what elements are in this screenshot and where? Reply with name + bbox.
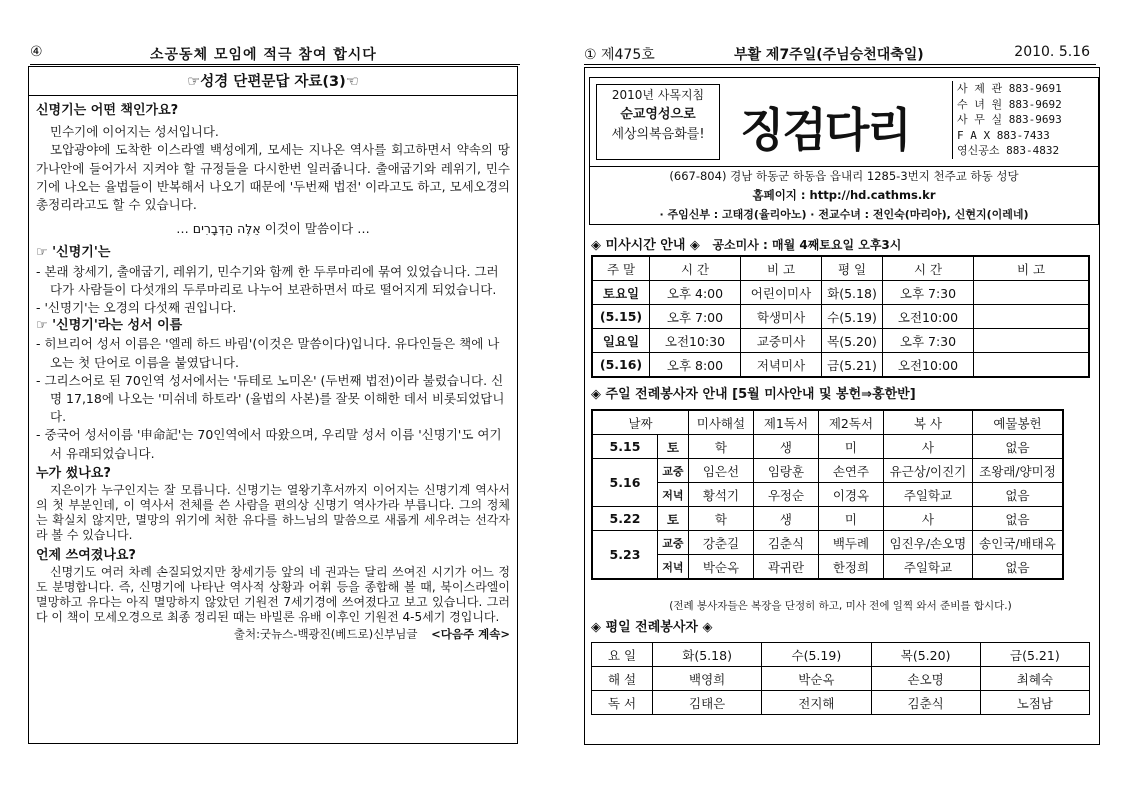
table-cell: 해 설 bbox=[592, 667, 653, 691]
table-cell bbox=[974, 281, 1090, 305]
table-cell: 교중미사 bbox=[741, 329, 822, 353]
heading-1-item: - 본래 창세기, 출애굽기, 레위기, 민수기와 함께 한 두루마리에 묶여 있었습니다. 그러다가 사람들이 다섯개의 두루마리로 나누어 보관하면서 따로 떨어지게 되었습니다. bbox=[36, 263, 499, 297]
table-row bbox=[592, 459, 1063, 483]
weekday-server-table bbox=[591, 642, 1090, 715]
table-row bbox=[592, 507, 1063, 531]
table-cell: 화(5.18) bbox=[822, 281, 883, 305]
table-header: 복 사 bbox=[883, 410, 972, 435]
table-cell: 박순옥 bbox=[688, 555, 753, 580]
table-cell: 사 bbox=[883, 507, 972, 531]
table-cell: 5.23 bbox=[592, 531, 657, 580]
table-header: 화(5.18) bbox=[653, 643, 762, 667]
bulletin-logo: 징검다리 bbox=[740, 103, 910, 157]
table-cell: 오후 8:00 bbox=[650, 353, 741, 378]
table-cell: 없음 bbox=[972, 435, 1063, 459]
table-cell: 사 bbox=[883, 435, 972, 459]
table-cell: 오전10:00 bbox=[883, 353, 974, 378]
mass-section-title: ◈ 미사시간 안내 ◈ bbox=[591, 238, 700, 253]
motto-line-1: 순교영성으로 bbox=[620, 107, 696, 122]
sunday-server-table bbox=[591, 409, 1064, 580]
table-cell: 유근상/이진기 bbox=[883, 459, 972, 483]
heading-1-item: - '신명기'는 오경의 다섯째 권입니다. bbox=[36, 300, 237, 316]
table-cell bbox=[974, 305, 1090, 329]
table-header: 미사해설 bbox=[688, 410, 753, 435]
table-header: 날짜 bbox=[592, 410, 688, 435]
left-header bbox=[30, 44, 520, 65]
table-cell: 토요일 bbox=[592, 281, 650, 305]
liturgy-title: 부활 제7주일(주님승천대축일) bbox=[734, 47, 924, 63]
table-cell: 오전10:30 bbox=[650, 329, 741, 353]
heading-2-item: - 중국어 성서이름 '申命記'는 70인역에서 따왔으며, 우리말 성서 이름 '신명기'도 여기서 유래되었습니다. bbox=[36, 427, 502, 461]
table-cell: 오전10:00 bbox=[883, 305, 974, 329]
table-cell: 생 bbox=[753, 507, 818, 531]
paragraph-3: 지은이가 누구인지는 잘 모릅니다. 신명기는 열왕기후서까지 이어지는 신명기계 역사서의 첫 부분인데, 이 역사서 전체를 쓴 사람을 편의상 신명기 역사가라 부릅니다. 그의 정체는 확실치 않지만, 멸망의 위기에 처한 유다를 하느님의 말씀으로 새롭게 세우려는 선각자라 볼 수 있습니다. bbox=[36, 483, 510, 543]
left-article-box bbox=[28, 66, 518, 744]
motto-year: 2010년 사목지침 bbox=[611, 88, 705, 102]
table-header-row bbox=[592, 643, 1090, 667]
table-header: 예물봉헌 bbox=[972, 410, 1063, 435]
table-row bbox=[592, 353, 1089, 378]
table-cell: 교중 bbox=[657, 531, 688, 555]
table-cell: 조왕래/양미정 bbox=[972, 459, 1063, 483]
contact-item: 수 녀 원 883-9692 bbox=[957, 97, 1062, 111]
question-3: 언제 쓰여졌나요? bbox=[36, 548, 136, 564]
table-cell: 미 bbox=[818, 507, 883, 531]
table-cell: 저녁미사 bbox=[741, 353, 822, 378]
table-header-row bbox=[592, 256, 1089, 281]
table-row bbox=[592, 483, 1063, 507]
heading-1: ☞ '신명기'는 bbox=[36, 245, 111, 261]
question-2: 누가 썼나요? bbox=[36, 465, 111, 481]
parish-clergy: · 주임신부 : 고태경(율리아노) · 전교수녀 : 전인숙(마리아), 신현지(이레네) bbox=[659, 208, 1029, 221]
mass-note: 공소미사 : 매월 4째토요일 오후3시 bbox=[712, 238, 902, 252]
mass-section-header bbox=[591, 234, 1096, 253]
table-cell: 없음 bbox=[972, 507, 1063, 531]
table-cell: 손오명 bbox=[871, 667, 980, 691]
table-cell: 한정희 bbox=[818, 555, 883, 580]
table-cell: 전지해 bbox=[762, 691, 871, 715]
table-row bbox=[592, 691, 1090, 715]
table-header: 비 고 bbox=[741, 256, 822, 281]
table-cell bbox=[974, 329, 1090, 353]
table-header: 제1독서 bbox=[753, 410, 818, 435]
table-cell: 5.15 bbox=[592, 435, 657, 459]
table-row bbox=[592, 281, 1089, 305]
table-cell: 토 bbox=[657, 507, 688, 531]
table-cell: 오후 7:00 bbox=[650, 305, 741, 329]
table-cell: 독 서 bbox=[592, 691, 653, 715]
table-row bbox=[592, 555, 1063, 580]
left-header-title: 소공동체 모임에 적극 참여 합시다 bbox=[150, 47, 377, 63]
left-page-number: ④ bbox=[30, 44, 43, 60]
sunday-section-title: ◈ 주일 전례봉사자 안내 [5월 미사안내 및 봉헌⇒홍한반] bbox=[591, 387, 916, 402]
table-cell: 학 bbox=[688, 507, 753, 531]
contact-list bbox=[952, 81, 1099, 159]
hebrew-line: … אֵלֶּה הַדְּבָרִים 이것이 말씀이다 … bbox=[176, 221, 370, 237]
table-row bbox=[592, 531, 1063, 555]
table-cell: 강춘길 bbox=[688, 531, 753, 555]
table-cell: 없음 bbox=[972, 555, 1063, 580]
table-row bbox=[592, 305, 1089, 329]
table-cell: 5.22 bbox=[592, 507, 657, 531]
contact-item: F A X 883-7433 bbox=[957, 128, 1050, 142]
table-cell: 주일학교 bbox=[883, 483, 972, 507]
table-cell: 오후 4:00 bbox=[650, 281, 741, 305]
right-page-box bbox=[584, 67, 1100, 745]
table-cell: 곽귀란 bbox=[753, 555, 818, 580]
issue-number: ① 제475호 bbox=[584, 47, 655, 63]
table-row bbox=[592, 667, 1090, 691]
table-cell: 임진우/손오명 bbox=[883, 531, 972, 555]
table-cell: 백영희 bbox=[653, 667, 762, 691]
table-header: 요 일 bbox=[592, 643, 653, 667]
table-cell: 오후 7:30 bbox=[883, 329, 974, 353]
table-cell: 5.16 bbox=[592, 459, 657, 507]
paragraph-4: 신명기도 여러 차례 손질되었지만 창세기등 앞의 네 권과는 달리 쓰여진 시기가 어느 정도 분명합니다. 즉, 신명기에 나타난 역사적 상황과 어휘 등을 종합해 볼 때, 북이스라엘이 멸망하고 유다는 아직 멸망하지 않았던 기원전 7세기경에 쓰여졌다고 보고 있습니다. 그러다 이 책이 모세오경으로 최종 정리된 때는 바빌론 유배 이후인 기원전 4-5세기 경입니다. bbox=[36, 565, 510, 625]
table-row bbox=[592, 435, 1063, 459]
table-cell: 송인국/배태옥 bbox=[972, 531, 1063, 555]
table-cell: 생 bbox=[753, 435, 818, 459]
table-cell: 김춘식 bbox=[871, 691, 980, 715]
article-title: ☞성경 단편문답 자료(3)☜ bbox=[29, 70, 517, 96]
table-cell: 어린이미사 bbox=[741, 281, 822, 305]
table-cell: 학생미사 bbox=[741, 305, 822, 329]
table-header: 비 고 bbox=[974, 256, 1090, 281]
table-cell: 저녁 bbox=[657, 483, 688, 507]
paragraph-2: 모압광야에 도착한 이스라엘 백성에게, 모세는 지나온 역사를 회고하면서 약속의 땅 가나안에 들어가서 지켜야 할 규정들을 다시한번 일러줍니다. 출애굽기와 레위기, 민수기에 나오는 율법들이 반복해서 나오기 때문에 '두번째 법전' 이라고도 하고, 모세오경의 총정리라고도 할 수 있습니다. bbox=[36, 142, 510, 213]
table-cell: 김태은 bbox=[653, 691, 762, 715]
question-1: 신명기는 어떤 책인가요? bbox=[36, 103, 179, 118]
paragraph-1: 민수기에 이어지는 성서입니다. bbox=[50, 124, 219, 140]
contact-item: 영신공소 883-4832 bbox=[957, 144, 1060, 157]
table-cell: 노점남 bbox=[980, 691, 1089, 715]
motto-line-2: 세상의복음화를! bbox=[611, 127, 705, 142]
table-cell: 저녁 bbox=[657, 555, 688, 580]
contact-item: 사 무 실 883-9693 bbox=[957, 113, 1062, 126]
heading-2: ☞ '신명기'라는 성서 이름 bbox=[36, 318, 183, 334]
table-cell: 미 bbox=[818, 435, 883, 459]
table-header: 제2독서 bbox=[818, 410, 883, 435]
masthead bbox=[589, 77, 1099, 167]
table-cell: 학 bbox=[688, 435, 753, 459]
parish-homepage[interactable]: 홈페이지 : http://hd.cathms.kr bbox=[752, 188, 936, 202]
table-cell: 목(5.20) bbox=[822, 329, 883, 353]
heading-2-item: - 히브리어 성서 이름은 '엘레 하드 바림'(이것은 말씀이다)입니다. 유다인들은 책에 나오는 첫 단어로 이름을 붙였답니다. bbox=[36, 336, 500, 370]
table-cell: 백두례 bbox=[818, 531, 883, 555]
table-cell: 일요일 bbox=[592, 329, 650, 353]
weekday-section-title: ◈ 평일 전례봉사자 ◈ bbox=[591, 620, 713, 635]
table-cell: 김춘식 bbox=[753, 531, 818, 555]
table-header: 목(5.20) bbox=[871, 643, 980, 667]
table-header: 금(5.21) bbox=[980, 643, 1089, 667]
right-header bbox=[584, 44, 1096, 65]
issue-date: 2010. 5.16 bbox=[1014, 44, 1090, 60]
table-cell: (5.15) bbox=[592, 305, 650, 329]
pastoral-motto bbox=[596, 84, 720, 160]
source-credit: 출처:굿뉴스-백광진(베드로)신부님글 bbox=[233, 627, 418, 642]
table-cell: 황석기 bbox=[688, 483, 753, 507]
heading-2-item: - 그리스어로 된 70인역 성서에서는 '듀테로 노미온' (두번째 법전)이라 불렀습니다. 신명 17,18에 나오는 '미쉬네 하토라' (율법의 사본)를 잘못 이해한 데서 비롯되었답니다. bbox=[36, 372, 505, 425]
table-header: 시 간 bbox=[650, 256, 741, 281]
table-header-row bbox=[592, 410, 1063, 435]
table-row bbox=[592, 329, 1089, 353]
table-cell: 없음 bbox=[972, 483, 1063, 507]
parish-info bbox=[589, 167, 1099, 225]
table-cell: 임랑훈 bbox=[753, 459, 818, 483]
table-cell: 오후 7:30 bbox=[883, 281, 974, 305]
table-cell: 우정순 bbox=[753, 483, 818, 507]
table-header: 주 말 bbox=[592, 256, 650, 281]
parish-address: (667-804) 경남 하동군 하동읍 읍내리 1285-3번지 천주교 하동 성당 bbox=[669, 169, 1019, 183]
mass-time-table bbox=[591, 255, 1090, 378]
table-cell: 토 bbox=[657, 435, 688, 459]
table-cell: (5.16) bbox=[592, 353, 650, 378]
table-cell: 최혜숙 bbox=[980, 667, 1089, 691]
table-cell: 주일학교 bbox=[883, 555, 972, 580]
table-cell: 박순옥 bbox=[762, 667, 871, 691]
table-cell: 손연주 bbox=[818, 459, 883, 483]
contact-item: 사 제 관 883-9691 bbox=[957, 82, 1062, 95]
table-cell: 이경옥 bbox=[818, 483, 883, 507]
table-cell: 임은선 bbox=[688, 459, 753, 483]
table-header: 시 간 bbox=[883, 256, 974, 281]
table-cell: 교중 bbox=[657, 459, 688, 483]
sunday-note: (전례 봉사자들은 복장을 단정히 하고, 미사 전에 일찍 와서 준비를 합시다.) bbox=[669, 600, 1012, 612]
continued-note: <다음주 계속> bbox=[431, 627, 510, 642]
source-line bbox=[36, 625, 510, 643]
article-body bbox=[36, 102, 510, 643]
table-cell bbox=[974, 353, 1090, 378]
table-cell: 수(5.19) bbox=[822, 305, 883, 329]
table-header: 평 일 bbox=[822, 256, 883, 281]
table-header: 수(5.19) bbox=[762, 643, 871, 667]
table-cell: 금(5.21) bbox=[822, 353, 883, 378]
